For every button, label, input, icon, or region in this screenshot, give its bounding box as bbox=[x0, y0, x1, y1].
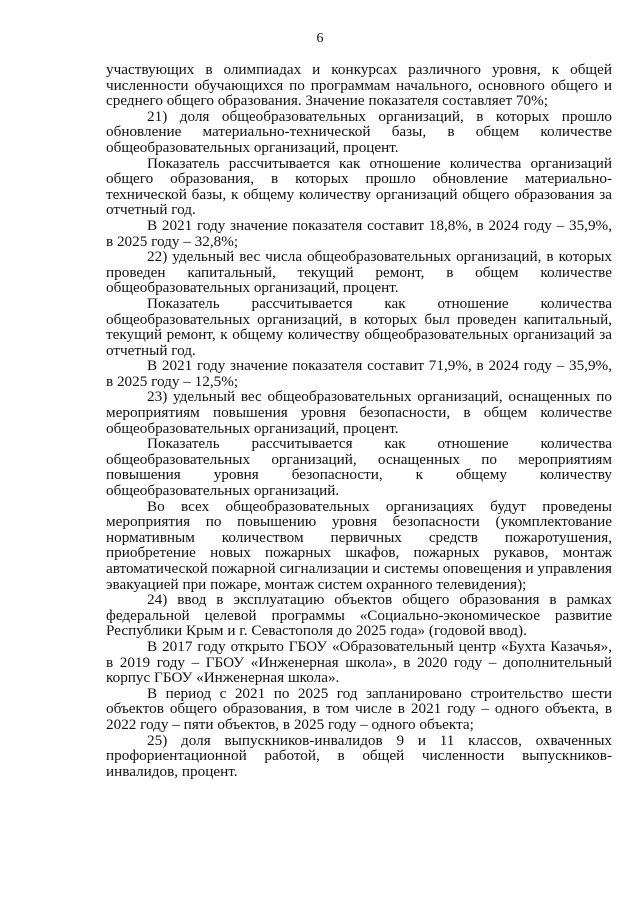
paragraph-calculation-21: Показатель рассчитывается как отношение количества организаций общего образования, в которых прошло обновление материально-технической базы, к общему количеству организаций общего образования за отчетный год. bbox=[106, 154, 612, 219]
document-body bbox=[106, 62, 612, 779]
paragraph-measures-23: Во всех общеобразовательных организациях будут проведены мероприятия по повышению уровня безопасности (укомплектование нормативным количеством первичных средств пожаротушения, приобретение новых пожарных шкафов, пожарных рукавов, монтаж автоматической пожарной сигнализации и системы оповещения и управления эвакуацией при пожаре, монтаж систем охранного телевидения); bbox=[106, 497, 612, 593]
paragraph-plan-24: В период с 2021 по 2025 год запланировано строительство шести объектов общего образования, в том числе в 2021 году – одного объекта, в 2022 году – пяти объектов, в 2025 году – одного объекта; bbox=[106, 684, 612, 733]
paragraph-indicator-24: 24) ввод в эксплуатацию объектов общего образования в рамках федеральной целевой программы «Социально-экономическое развитие Республики Крым и г. Севастополя до 2025 года» (годовой ввод). bbox=[106, 591, 612, 640]
paragraph-values-22: В 2021 году значение показателя составит 71,9%, в 2024 году – 35,9%, в 2025 году – 12,5%; bbox=[106, 357, 612, 390]
paragraph-indicator-25: 25) доля выпускников-инвалидов 9 и 11 классов, охваченных профориентационной работой, в общей численности выпускников-инвалидов, процент. bbox=[106, 731, 612, 780]
paragraph-values-21: В 2021 году значение показателя составит 18,8%, в 2024 году – 35,9%, в 2025 году – 32,8%; bbox=[106, 216, 612, 250]
paragraph-calculation-22: Показатель рассчитывается как отношение количества общеобразовательных организаций, в которых был проведен капитальный, текущий ремонт, к общему количеству общеобразовательных организаций за отчетный год. bbox=[106, 294, 612, 359]
paragraph-indicator-22: 22) удельный вес числа общеобразовательных организаций, в которых проведен капитальный, текущий ремонт, в общем количестве общеобразовательных организаций, процент. bbox=[106, 248, 612, 297]
paragraph-indicator-21: 21) доля общеобразовательных организаций, в которых прошло обновление материально-технической базы, в общем количестве общеобразовательных организаций, процент. bbox=[106, 107, 612, 156]
paragraph-continuation: участвующих в олимпиадах и конкурсах различного уровня, к общей численности обучающихся по программам начального, основного общего и среднего общего образования. Значение показателя составляет 70%; bbox=[106, 61, 612, 110]
paragraph-history-24: В 2017 году открыто ГБОУ «Образовательный центр «Бухта Казачья», в 2019 году – ГБОУ «Инженерная школа», в 2020 году – дополнительный корпус ГБОУ «Инженерная школа». bbox=[106, 637, 612, 687]
paragraph-calculation-23: Показатель рассчитывается как отношение количества общеобразовательных организаций, оснащенных по мероприятиям повышения уровня безопасности, к общему количеству общеобразовательных организаций. bbox=[106, 435, 612, 500]
paragraph-indicator-23: 23) удельный вес общеобразовательных организаций, оснащенных по мероприятиям повышения уровня безопасности, в общем количестве общеобразовательных организаций, процент. bbox=[106, 388, 612, 437]
page-number: 6 bbox=[316, 31, 324, 46]
